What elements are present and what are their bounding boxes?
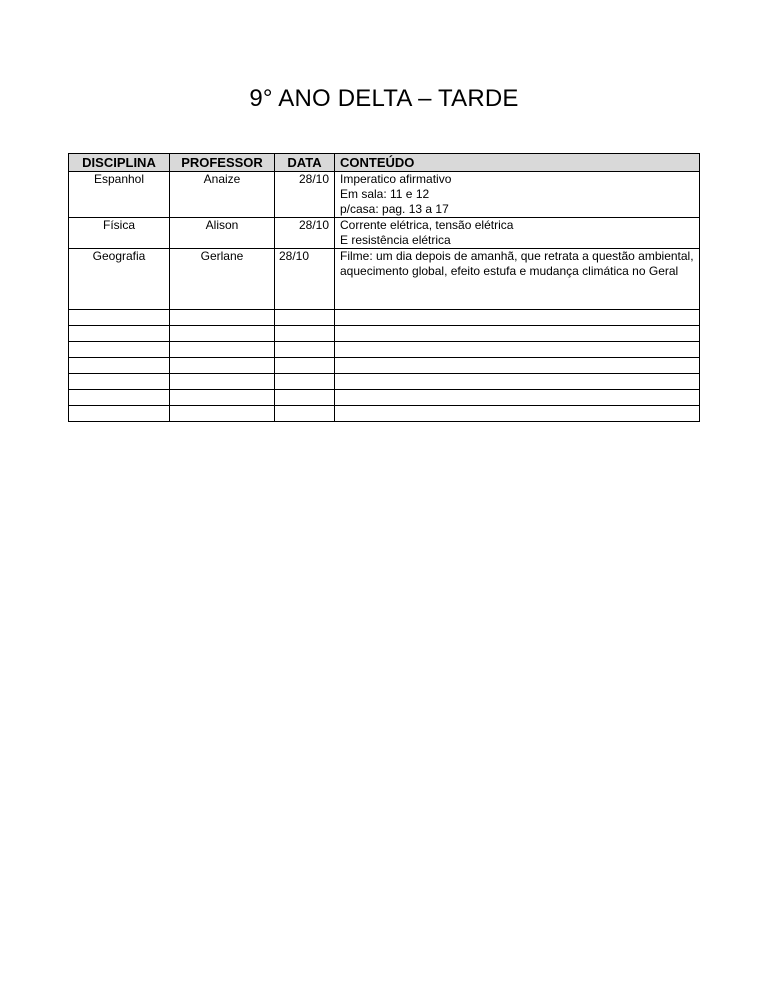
- table-row: [69, 172, 700, 218]
- conteudo-line: Imperatico afirmativo: [340, 172, 452, 186]
- cell-conteudo: [335, 218, 700, 249]
- header-professor: PROFESSOR: [170, 154, 275, 172]
- empty-cell: [335, 326, 700, 342]
- cell-disciplina: Física: [69, 218, 170, 249]
- empty-row: [69, 358, 700, 374]
- empty-cell: [335, 374, 700, 390]
- cell-conteudo: [335, 172, 700, 218]
- table-row: [69, 249, 700, 310]
- empty-cell: [335, 406, 700, 422]
- cell-conteudo: [335, 249, 700, 310]
- table-row: [69, 218, 700, 249]
- empty-cell: [275, 358, 335, 374]
- conteudo-line: Em sala: 11 e 12: [340, 187, 430, 201]
- cell-professor: Gerlane: [170, 249, 275, 310]
- empty-cell: [335, 390, 700, 406]
- empty-row: [69, 326, 700, 342]
- empty-cell: [69, 342, 170, 358]
- empty-cell: [275, 342, 335, 358]
- empty-cell: [275, 326, 335, 342]
- empty-row: [69, 374, 700, 390]
- empty-cell: [69, 310, 170, 326]
- header-disciplina: DISCIPLINA: [69, 154, 170, 172]
- schedule-table: [68, 153, 700, 422]
- empty-cell: [335, 358, 700, 374]
- cell-data: 28/10: [275, 172, 335, 218]
- empty-cell: [335, 342, 700, 358]
- header-conteudo: CONTEÚDO: [335, 154, 700, 172]
- conteudo-line: Filme: um dia depois de amanhã, que retrata a questão ambiental, aquecimento global, efeito estufa e mudança climática no Geral: [340, 249, 694, 278]
- empty-cell: [170, 310, 275, 326]
- empty-cell: [170, 326, 275, 342]
- empty-cell: [170, 390, 275, 406]
- cell-data: 28/10: [275, 249, 335, 310]
- empty-row: [69, 390, 700, 406]
- empty-cell: [275, 390, 335, 406]
- conteudo-line: Corrente elétrica, tensão elétrica: [340, 218, 514, 232]
- empty-cell: [69, 406, 170, 422]
- empty-row: [69, 310, 700, 326]
- cell-professor: Alison: [170, 218, 275, 249]
- conteudo-line: E resistência elétrica: [340, 233, 451, 247]
- empty-cell: [170, 406, 275, 422]
- cell-disciplina: Espanhol: [69, 172, 170, 218]
- page-title: 9° ANO DELTA – TARDE: [249, 85, 519, 112]
- empty-cell: [170, 358, 275, 374]
- cell-professor: Anaize: [170, 172, 275, 218]
- empty-cell: [275, 406, 335, 422]
- empty-row: [69, 406, 700, 422]
- conteudo-line: p/casa: pag. 13 a 17: [340, 202, 449, 216]
- header-data: DATA: [275, 154, 335, 172]
- empty-cell: [275, 374, 335, 390]
- empty-cell: [69, 326, 170, 342]
- empty-row: [69, 342, 700, 358]
- empty-cell: [69, 374, 170, 390]
- empty-cell: [69, 358, 170, 374]
- empty-cell: [170, 342, 275, 358]
- cell-disciplina: Geografia: [69, 249, 170, 310]
- empty-cell: [275, 310, 335, 326]
- cell-data: 28/10: [275, 218, 335, 249]
- empty-cell: [335, 310, 700, 326]
- empty-cell: [69, 390, 170, 406]
- table-header-row: [69, 154, 700, 172]
- empty-cell: [170, 374, 275, 390]
